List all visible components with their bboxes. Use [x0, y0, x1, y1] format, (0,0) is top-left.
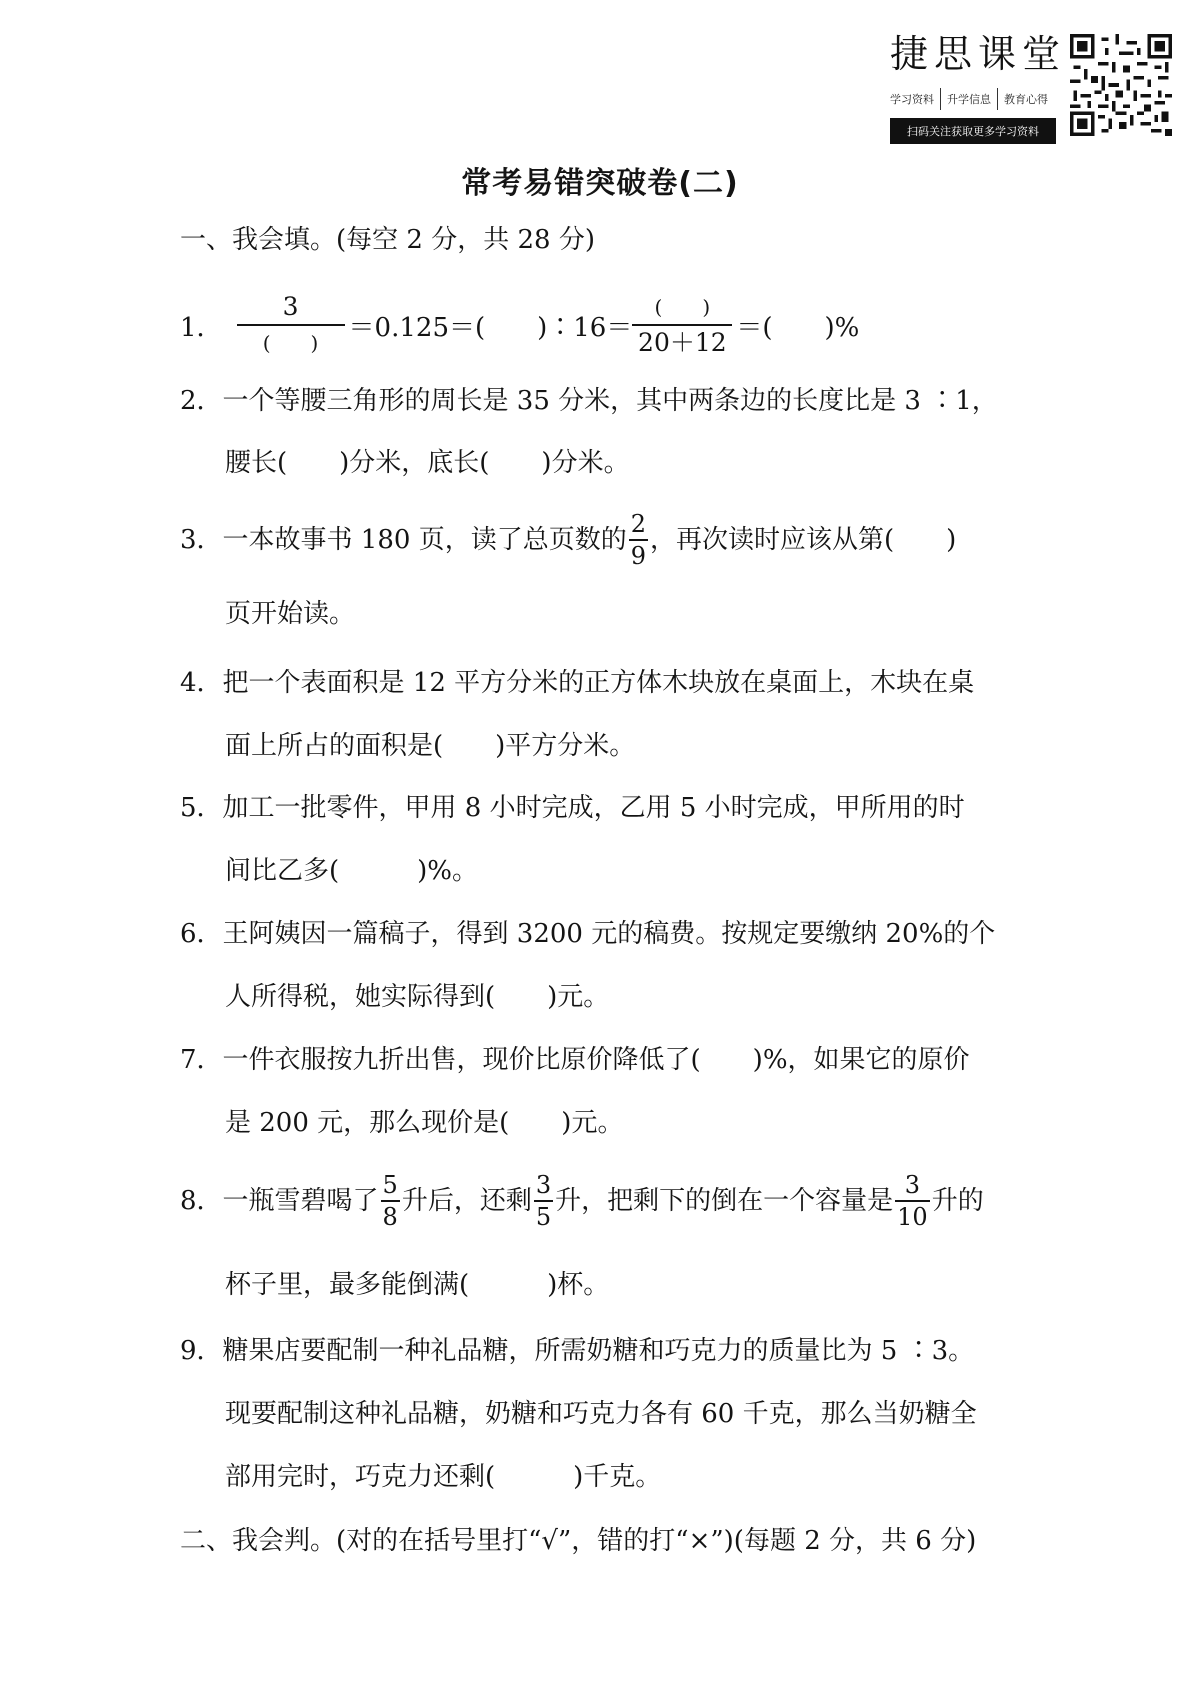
question-9-line-3: 部用完时，巧克力还剩( )千克。 [225, 1462, 662, 1492]
question-7-line-2: 是 200 元，那么现价是( )元。 [225, 1108, 624, 1138]
qr-code-icon [1070, 34, 1172, 136]
question-text: 升的 [931, 1186, 984, 1216]
brand-block [890, 30, 1067, 144]
fraction-denominator: ( ) [262, 330, 319, 355]
fraction-denominator: 8 [382, 1202, 398, 1231]
question-9-line-2: 现要配制这种礼品糖，奶糖和巧克力各有 60 千克，那么当奶糖全 [225, 1399, 977, 1429]
question-3-line-2: 页开始读。 [225, 599, 356, 629]
fraction-denominator: 9 [630, 541, 646, 570]
page-title: 常考易错突破卷(二) [461, 166, 739, 201]
question-6-line-1: 6．王阿姨因一篇稿子，得到 3200 元的稿费。按规定要缴纳 20%的个 [180, 919, 996, 949]
question-2-line-1: 2．一个等腰三角形的周长是 35 分米，其中两条边的长度比是 3 ∶1， [180, 386, 998, 416]
question-3-line-1 [180, 512, 956, 568]
question-7-line-1: 7．一件衣服按九折出售，现价比原价降低了( )%，如果它的原价 [180, 1045, 970, 1075]
question-4-line-2: 面上所占的面积是( )平方分米。 [225, 731, 636, 761]
fraction [381, 1171, 400, 1231]
fraction [629, 510, 648, 570]
fraction-numerator: 2 [630, 510, 646, 539]
fraction-numerator: ( ) [654, 295, 711, 320]
fraction-numerator: 3 [904, 1171, 921, 1200]
question-5-line-1: 5．加工一批零件，甲用 8 小时完成，乙用 5 小时完成，甲所用的时 [180, 793, 965, 823]
brand-tags [890, 88, 1060, 110]
fraction-bar [381, 1200, 400, 1201]
fraction [534, 1171, 553, 1231]
brand-tag: 教育心得 [1004, 93, 1048, 106]
section-heading: 一、我会填。(每空 2 分，共 28 分) [180, 225, 595, 255]
fraction-bar [534, 1200, 553, 1201]
question-text: 升后，还剩 [401, 1186, 532, 1216]
question-text: 8．一瓶雪碧喝了 [180, 1186, 379, 1216]
brand-tag: 升学信息 [947, 93, 991, 106]
question-number: 1． [180, 312, 223, 343]
fraction-denominator: 20＋12 [638, 327, 727, 357]
question-8-line-1 [180, 1172, 984, 1230]
question-5-line-2: 间比乙多( )%。 [225, 856, 478, 886]
fraction-bar [629, 539, 648, 540]
fraction [237, 290, 345, 359]
question-text: ＝0.125＝( )∶16＝ [348, 312, 633, 343]
fraction-bar [895, 1200, 930, 1201]
fraction-numerator: 5 [382, 1171, 398, 1200]
question-text: 升，把剩下的倒在一个容量是 [555, 1186, 894, 1216]
question-text: 3．一本故事书 180 页，读了总页数的 [180, 525, 627, 555]
section-heading: 二、我会判。(对的在括号里打“√”，错的打“×”)(每题 2 分，共 6 分) [180, 1526, 977, 1556]
fraction [895, 1171, 930, 1231]
brand-tag-divider [940, 88, 941, 110]
question-2-line-2: 腰长( )分米，底长( )分米。 [225, 448, 630, 478]
brand-tag: 学习资料 [890, 93, 934, 106]
brand-tag-divider [997, 88, 998, 110]
fraction [632, 290, 732, 359]
question-6-line-2: 人所得税，她实际得到( )元。 [225, 982, 610, 1012]
brand-title: 捷思课堂 [890, 32, 1067, 76]
question-text: ，再次读时应该从第( ) [649, 525, 957, 555]
question-text: ＝( )% [736, 312, 860, 343]
question-4-line-1: 4．把一个表面积是 12 平方分米的正方体木块放在桌面上，木块在桌 [180, 668, 975, 698]
fraction-numerator: 3 [535, 1171, 552, 1200]
question-1 [180, 285, 859, 365]
question-9-line-1: 9．糖果店要配制一种礼品糖，所需奶糖和巧克力的质量比为 5 ∶3。 [180, 1336, 975, 1366]
fraction-denominator: 10 [897, 1202, 928, 1231]
fraction-denominator: 5 [535, 1202, 552, 1231]
brand-banner: 扫码关注获取更多学习资料 [890, 118, 1056, 144]
fraction-numerator: 3 [282, 292, 299, 322]
question-8-line-2: 杯子里，最多能倒满( )杯。 [225, 1270, 610, 1300]
